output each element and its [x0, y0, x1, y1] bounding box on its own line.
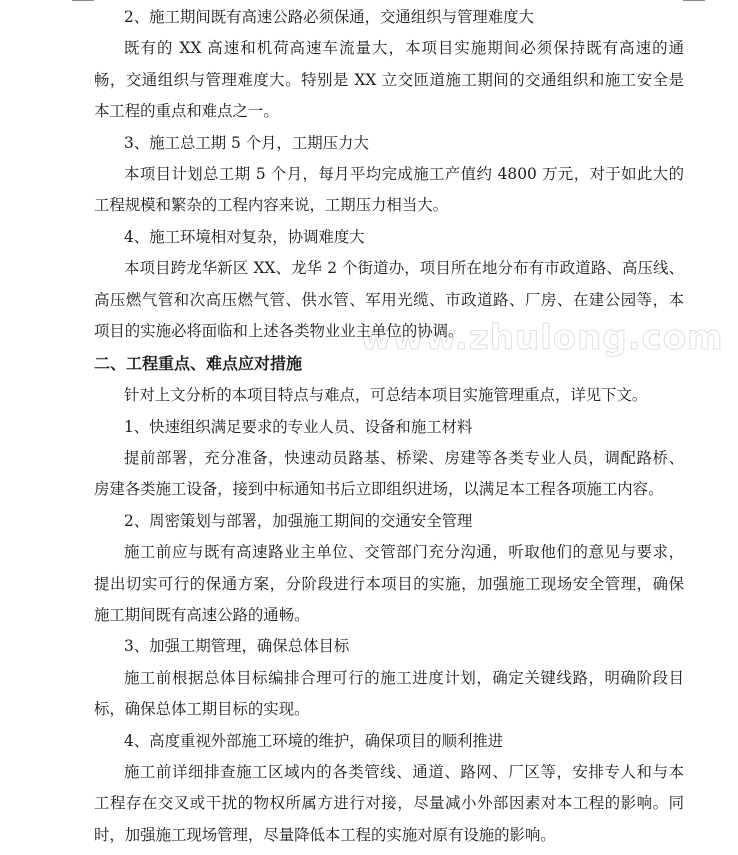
section-heading: 二、工程重点、难点应对措施 — [94, 354, 303, 374]
paragraph-line: 时，加强施工现场管理，尽量降低本工程的实施对原有设施的影响。 — [94, 825, 556, 844]
subheading-line: 1、快速组织满足要求的专业人员、设备和施工材料 — [124, 417, 473, 436]
paragraph-line: 项目的实施必将面临和上述各类物业业主单位的协调。 — [94, 321, 464, 340]
subheading-line: 2、施工期间既有高速公路必须保通，交通组织与管理难度大 — [124, 8, 534, 26]
paragraph-line: 既有的 XX 高速和机荷高速车流量大，本项目实施期间必须保持既有高速的通 — [124, 39, 684, 58]
paragraph-line: 本项目计划总工期 5 个月，每月平均完成施工产值约 4800 万元，对于如此大的 — [124, 164, 684, 183]
paragraph-line: 畅，交通组织与管理难度大。特别是 XX 立交匝道施工期间的交通组织和施工安全是 — [94, 70, 684, 89]
paragraph-line: 施工前详细排查施工区域内的各类管线、通道、路网、厂区等，安排专人和与本 — [124, 762, 684, 781]
page-corner-mark-left — [72, 0, 94, 1]
paragraph-line: 施工前应与既有高速路业主单位、交管部门充分沟通，听取他们的意见与要求， — [124, 543, 684, 562]
paragraph-line: 施工前根据总体目标编排合理可行的施工进度计划，确定关键线路，明确阶段目 — [124, 668, 684, 687]
paragraph-line: 施工期间既有高速公路的通畅。 — [94, 606, 310, 625]
document-body — [94, 2, 684, 851]
paragraph-line: 提出切实可行的保通方案，分阶段进行本项目的实施，加强施工现场安全管理，确保 — [94, 574, 684, 593]
paragraph-line: 工程存在交叉或干扰的物权所属方进行对接，尽量减小外部因素对本工程的影响。同 — [94, 794, 684, 813]
paragraph-line: 提前部署，充分准备，快速动员路基、桥梁、房建等各类专业人员，调配路桥、 — [124, 449, 684, 468]
subheading-line: 3、施工总工期 5 个月，工期压力大 — [124, 133, 369, 152]
paragraph-line: 高压燃气管和次高压燃气管、供水管、军用光缆、市政道路、厂房、在建公园等，本 — [94, 290, 684, 309]
watermark: www.zhulong.com — [360, 318, 724, 358]
paragraph-line: 标，确保总体工期目标的实现。 — [94, 700, 310, 719]
paragraph-line: 针对上文分析的本项目特点与难点，可总结本项目实施管理重点，详见下文。 — [124, 386, 648, 405]
page-corner-mark-right — [683, 0, 705, 1]
subheading-line: 3、加强工期管理，确保总体目标 — [124, 637, 350, 656]
paragraph-line: 本项目跨龙华新区 XX、龙华 2 个街道办，项目所在地分布有市政道路、高压线、 — [124, 259, 684, 278]
subheading-line: 2、周密策划与部署，加强施工期间的交通安全管理 — [124, 511, 473, 530]
paragraph-line: 本工程的重点和难点之一。 — [94, 102, 279, 121]
subheading-line: 4、高度重视外部施工环境的维护，确保项目的顺利推进 — [124, 731, 504, 750]
paragraph-line: 房建各类施工设备，接到中标通知书后立即组织进场，以满足本工程各项施工内容。 — [94, 480, 664, 499]
paragraph-line: 工程规模和繁杂的工程内容来说，工期压力相当大。 — [94, 196, 448, 215]
subheading-line: 4、施工环境相对复杂，协调难度大 — [124, 227, 365, 246]
